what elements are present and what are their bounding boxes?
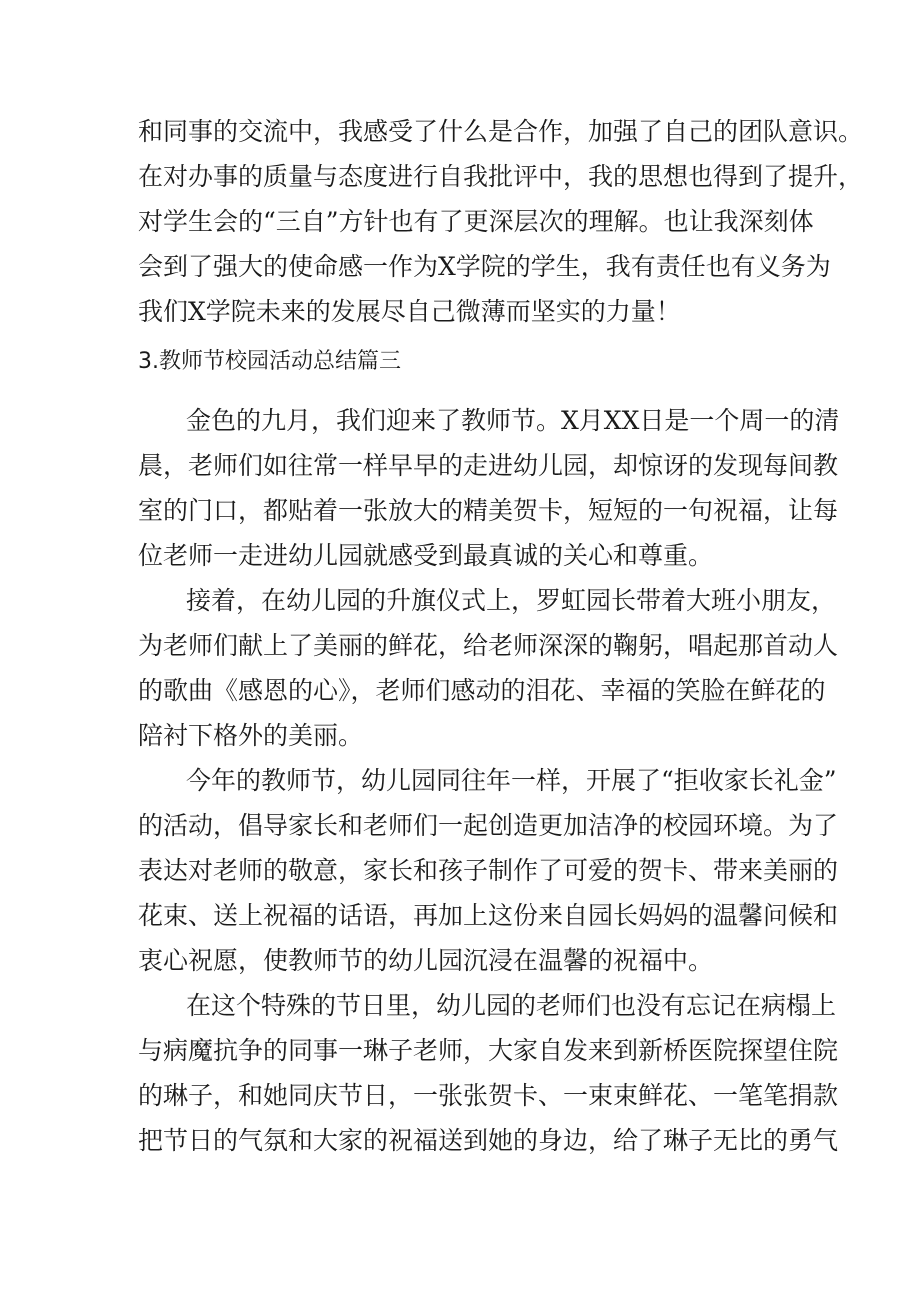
section-heading: 3.教师节校园活动总结篇三	[138, 349, 401, 374]
paragraph-line: 在这个特殊的节日里，幼儿园的老师们也没有忘记在病榻上	[186, 991, 837, 1020]
paragraph-line: 的琳子，和她同庆节日，一张张贺卡、一束束鲜花、一笔笔捐款	[138, 1081, 839, 1110]
paragraph-line: 金色的九月，我们迎来了教师节。X月XX日是一个周一的清	[186, 406, 840, 435]
paragraph-line: 和同事的交流中，我感受了什么是合作，加强了自己的团队意识。	[138, 117, 864, 146]
paragraph-line: 的歌曲《感恩的心》，老师们感动的泪花、幸福的笑脸在鲜花的	[138, 676, 826, 705]
paragraph-line: 晨，老师们如往常一样早早的走进幼儿园，却惊讶的发现每间教	[138, 451, 839, 480]
paragraph-line: 把节日的气氛和大家的祝福送到她的身边，给了琳子无比的勇气	[138, 1126, 839, 1155]
paragraph-line: 在对办事的质量与态度进行自我批评中，我的思想也得到了提升，	[138, 162, 864, 191]
paragraph-line: 今年的教师节，幼儿园同往年一样，开展了“拒收家长礼金”	[186, 766, 837, 795]
paragraph-line: 位老师一走进幼儿园就感受到最真诚的关心和尊重。	[138, 541, 714, 570]
paragraph-line: 会到了强大的使命感一作为X学院的学生，我有责任也有义务为	[138, 252, 831, 281]
paragraph-line: 室的门口，都贴着一张放大的精美贺卡，短短的一句祝福，让每	[138, 496, 839, 525]
paragraph-line: 接着，在幼儿园的升旗仪式上，罗虹园长带着大班小朋友，	[186, 586, 837, 615]
paragraph-line: 与病魔抗争的同事一琳子老师，大家自发来到新桥医院探望住院	[138, 1036, 839, 1065]
paragraph-line: 衷心祝愿，使教师节的幼儿园沉浸在温馨的祝福中。	[138, 946, 714, 975]
paragraph-line: 表达对老师的敬意，家长和孩子制作了可爱的贺卡、带来美丽的	[138, 856, 839, 885]
paragraph-line: 对学生会的“三自”方针也有了更深层次的理解。也让我深刻体	[138, 207, 814, 236]
paragraph-line: 花束、送上祝福的话语，再加上这份来自园长妈妈的温馨问候和	[138, 901, 839, 930]
paragraph-line: 为老师们献上了美丽的鲜花，给老师深深的鞠躬，唱起那首动人	[138, 631, 839, 660]
paragraph-line: 我们X学院未来的发展尽自己微薄而坚实的力量！	[138, 297, 681, 326]
paragraph-line: 的活动，倡导家长和老师们一起创造更加洁净的校园环境。为了	[138, 811, 839, 840]
paragraph-line: 陪衬下格外的美丽。	[138, 721, 364, 750]
